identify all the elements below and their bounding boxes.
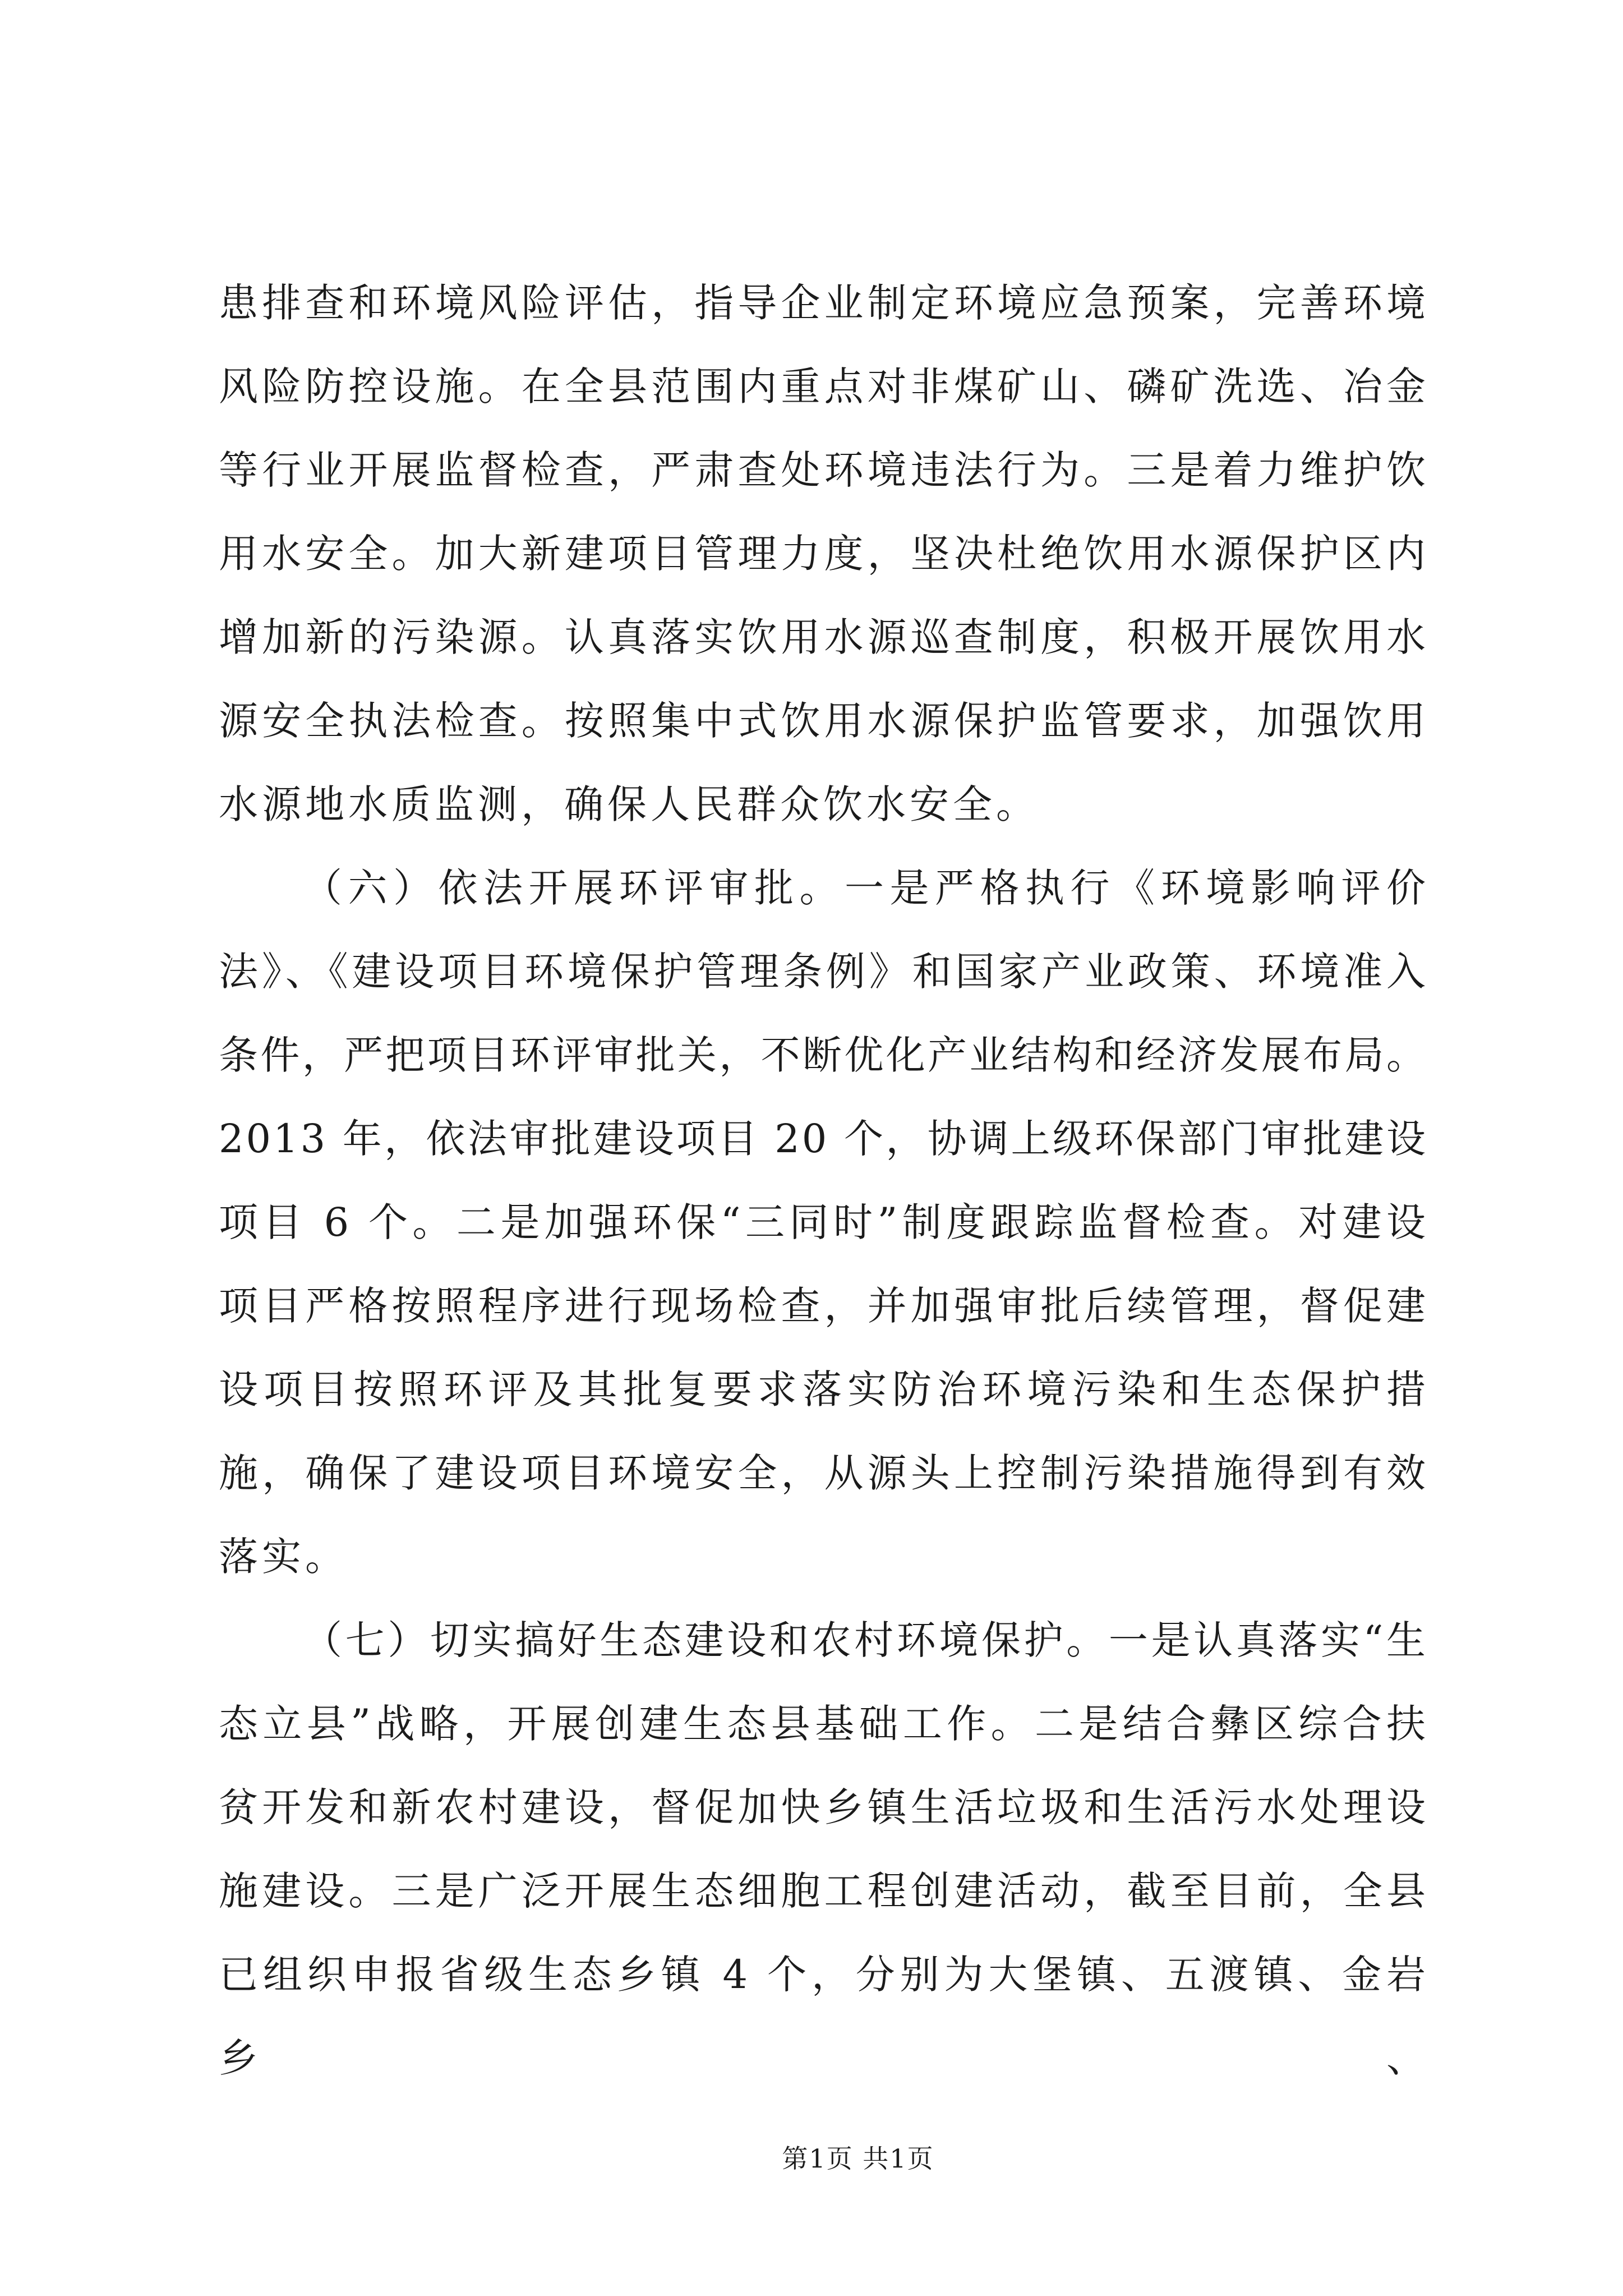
text-line: 水源地水质监测，确保人民群众饮水安全。 [219, 781, 1039, 827]
text-line: 已组织申报省级生态乡镇 4 个，分别为大堡镇、五渡镇、金岩乡、 [219, 1952, 1428, 2081]
text-line: 用水安全。加大新建项目管理力度，坚决杜绝饮用水源保护区内 [219, 531, 1428, 577]
text-line: 源安全执法检查。按照集中式饮用水源保护监管要求，加强饮用 [219, 698, 1428, 744]
text-line: 等行业开展监督检查，严肃查处环境违法行为。三是着力维护饮 [219, 447, 1428, 493]
text-line: 项目严格按照程序进行现场检查，并加强审批后续管理，督促建 [219, 1283, 1428, 1329]
text-line: 风险防控设施。在全县范围内重点对非煤矿山、磷矿洗选、冶金 [219, 364, 1428, 409]
page-number-footer: 第1页 共1页 [782, 2143, 934, 2174]
text-line: 设项目按照环评及其批复要求落实防治环境污染和生态保护措 [219, 1366, 1428, 1412]
paragraph-section-6 [219, 846, 1428, 1599]
text-line: 2013 年，依法审批建设项目 20 个，协调上级环保部门审批建设 [219, 1116, 1428, 1162]
text-line: 落实。 [219, 1534, 348, 1580]
paragraph-continued [219, 261, 1428, 846]
text-line: 施，确保了建设项目环境安全，从源头上控制污染措施得到有效 [219, 1450, 1428, 1496]
text-line: （六）依法开展环评审批。一是严格执行《环境影响评价 [303, 865, 1428, 911]
text-line: 态立县”战略，开展创建生态县基础工作。二是结合彝区综合扶 [219, 1701, 1428, 1747]
text-line: 患排查和环境风险评估，指导企业制定环境应急预案，完善环境 [219, 280, 1428, 326]
body-text [219, 261, 1428, 2081]
text-line: 增加新的污染源。认真落实饮用水源巡查制度，积极开展饮用水 [219, 614, 1428, 660]
text-line: 施建设。三是广泛开展生态细胞工程创建活动，截至目前，全县 [219, 1868, 1428, 1914]
text-line: 项目 6 个。二是加强环保“三同时”制度跟踪监督检查。对建设 [219, 1199, 1428, 1245]
text-line: 贫开发和新农村建设，督促加快乡镇生活垃圾和生活污水处理设 [219, 1784, 1428, 1830]
text-line: （七）切实搞好生态建设和农村环境保护。一是认真落实“生 [303, 1617, 1428, 1663]
text-line: 法》、《建设项目环境保护管理条例》和国家产业政策、环境准入 [219, 949, 1428, 995]
paragraph-section-7 [219, 1599, 1428, 2081]
text-line: 条件，严把项目环评审批关，不断优化产业结构和经济发展布局。 [219, 1032, 1428, 1078]
